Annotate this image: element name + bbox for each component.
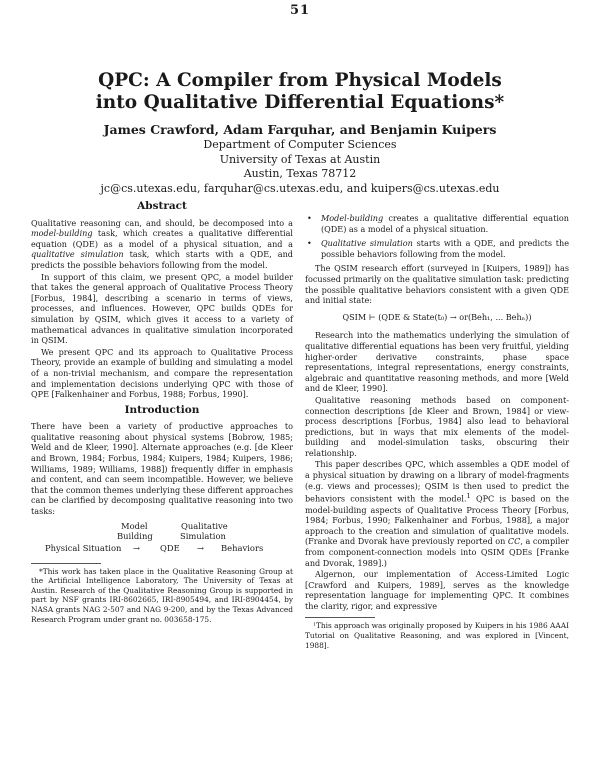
diagram-arrow-2: → [197, 542, 205, 553]
reasoning-methods-paragraph: Qualitative reasoning methods based on component-connection descriptions [de Kleer and Brown, 1984] or view-process descriptions [Forbus, 1984] also lead to behavioral predictions, but in ways that mix elements of the model-building and model-simulation tasks, obscuring their relationship. [305, 394, 569, 458]
affiliation-dept: Department of Computer Sciences [203, 138, 397, 151]
title-line-2: into Qualitative Differential Equations* [95, 92, 505, 113]
page-number: 51 [289, 3, 311, 18]
affiliation-emails: jc@cs.utexas.edu, farquhar@cs.utexas.edu, and kuipers@cs.utexas.edu [100, 181, 500, 195]
diagram-arrow-1: → [133, 542, 141, 553]
diagram-label-qualitative: Qualitative [181, 520, 228, 531]
qsim-formula: QSIM ⊢ (QDE & State(t₀) → or(Beh₁, ... Behₙ)) [342, 311, 532, 322]
abstract-paragraph-2: In support of this claim, we present QPC, a model builder that takes the general approach of Qualitative Process Theory [Forbus, 1984], describing a scenario in terms of views, processes, and influences. However, QPC builds QDEs for simulation by QSIM, which gives it access to a variety of mathematical advances in qualitative simulation incorporated in QSIM. [31, 271, 293, 346]
bullet-dot: • [307, 238, 312, 249]
diagram-label-building: Building [117, 530, 153, 541]
affiliation-university: University of Texas at Austin [219, 152, 381, 166]
introduction-paragraph-1: There have been a variety of productive approaches to qualitative reasoning about physical systems [Bobrow, 1985; Weld and de Kleer, 1990]. Alternate approaches (e.g. [de Kleer and Brown, 1984; Forbus, 1984; Kuipers, 1984; Kuipers, 1986; Williams, 1989; Williams, 1988]) frequently differ in emphasis and content, and can seem incompatible. However, we believe that the common themes underlying these different approaches can be clarified by decomposing qualitative reasoning into two tasks: [31, 421, 294, 517]
paper-title [40, 70, 560, 114]
affiliation [40, 138, 560, 196]
introduction-heading: Introduction [124, 403, 200, 416]
diagram-behaviors: Behaviors [221, 542, 264, 553]
footnote-rule-right [305, 617, 375, 618]
paper-description-paragraph: This paper describes QPC, which assembles a QDE model of a physical situation by drawing on a library of model-fragments (e.g. views and processes); QSIM is then used to predict the behaviors consistent with the model.$^1$ QPC is based on the model-building aspects of Qualitative Process Theory [Forbus, 1984; Forbus, 1990; Falkenhainer and Forbus, 1988], a major approach to the creation and simulation of qualitative models. (Franke and Dvorak have previously reported on CC, a compiler from component-connection models into QSIM QDEs [Franke and Dvorak, 1989].) [305, 459, 569, 568]
left-column [31, 201, 293, 624]
footnote-1 [305, 621, 569, 650]
bullet-dot: • [307, 213, 312, 223]
diagram-label-model: Model [121, 520, 148, 531]
task-bullet-list [305, 213, 569, 259]
footnote-1-text: ¹This approach was originally proposed by Kuipers in his 1986 AAAI Tutorial on Qualitative Reasoning, and was explored in [Vincent, 1988]. [305, 621, 569, 650]
task-decomposition-diagram [31, 519, 293, 557]
diagram-qde: QDE [160, 542, 180, 553]
footnote-star-text: *This work has taken place in the Qualitative Reasoning Group at the Artificial Intelligence Laboratory, The University of Texas at Austin. Research of the Qualitative Reasoning Group is supported in part by NSF grants IRI-8602665, IRI-8905494, and IRI-8904454, by NASA grants NAG 2-507 and NAG 9-200, and by the Texas Advanced Research Program under grant no. 003658-175. [31, 566, 293, 624]
right-column [305, 213, 569, 650]
diagram-physical-situation: Physical Situation [45, 542, 122, 553]
qsim-paragraph: The QSIM research effort (surveyed in [Kuipers, 1989]) has focussed primarily on the qualitative simulation task: predicting the possible qualitative behaviors consistent with a given QDE and initial state: [305, 263, 569, 306]
bullet-qualitative-simulation: • Qualitative simulation starts with a QDE, and predicts the possible behaviors following from the model. [307, 238, 570, 259]
affiliation-city: Austin, Texas 78712 [243, 167, 357, 180]
footnote-1-marker: 1 [466, 492, 471, 501]
bullet-model-building: • Model-building creates a qualitative differential equation (QDE) as a model of a physical situation. [307, 213, 569, 234]
footnote-rule [31, 563, 101, 564]
algernon-paragraph: Algernon, our implementation of Access-Limited Logic [Crawford and Kuipers, 1989], serves as the knowledge representation language for implementing QPC. It combines the clarity, rigor, and expressive [305, 569, 569, 611]
diagram-label-simulation: Simulation [180, 530, 226, 541]
footnote-acknowledgment [31, 567, 293, 625]
research-paragraph: Research into the mathematics underlying the simulation of qualitative differential equations has been very fruitful, yielding higher-order derivative constraints, phase space representations, integral representations, energy constraints, algebraic and quantitative reasoning methods, and more [Weld and de Kleer, 1990]. [305, 330, 569, 394]
abstract-paragraph-3: We present QPC and its approach to Qualitative Process Theory, provide an example of building and simulating a model of a non-trivial mechanism, and compare the representation and implementation decisions underlying QPC with those of QPE [Falkenhainer and Forbus, 1988; Forbus, 1990]. [31, 346, 293, 400]
abstract-heading: Abstract [137, 200, 187, 212]
title-line-1: QPC: A Compiler from Physical Models [98, 70, 502, 91]
author-list: James Crawford, Adam Farquhar, and Benjamin Kuipers [103, 122, 497, 137]
abstract-paragraph-1: Qualitative reasoning can, and should, be decomposed into a model-building task, which creates a qualitative differential equation (QDE) as a model of a physical situation, and a qualitative simulation task, which starts with a QDE, and predicts the possible behaviors following from the model. [31, 217, 293, 270]
